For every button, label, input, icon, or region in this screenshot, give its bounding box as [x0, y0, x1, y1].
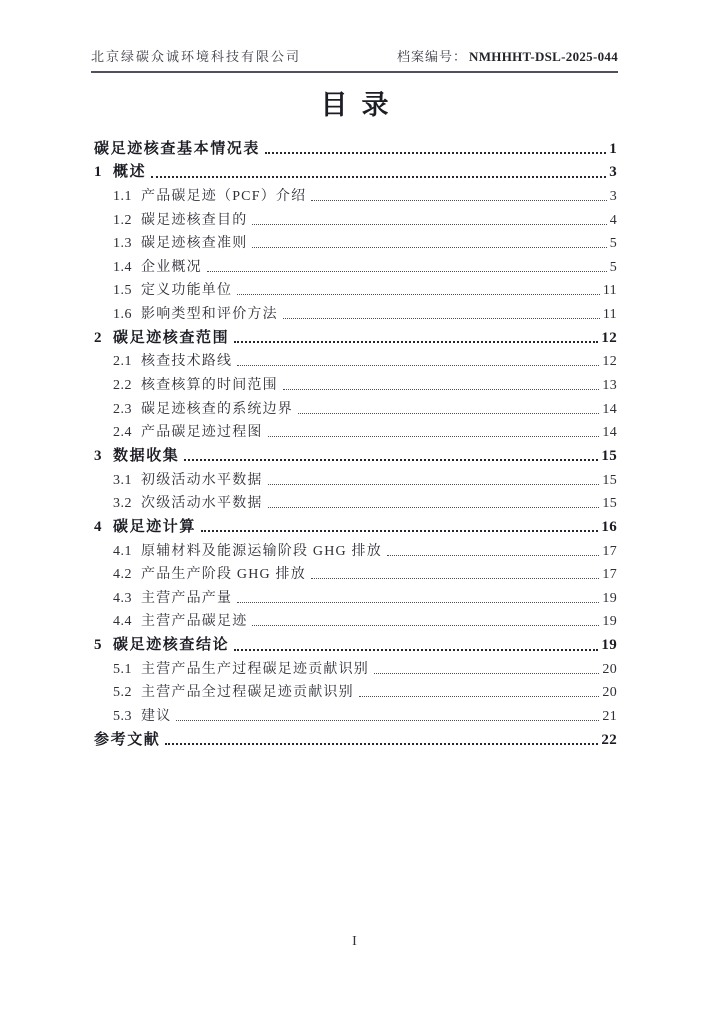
toc-entry[interactable] — [94, 252, 617, 276]
toc-entry-label: 初级活动水平数据 — [141, 472, 263, 488]
toc-entry[interactable] — [94, 489, 617, 513]
toc-entry-label: 参考文献 — [94, 731, 161, 748]
toc-entry-page: 17 — [602, 543, 617, 559]
toc-entry-label: 碳足迹核查结论 — [113, 637, 230, 654]
toc-entry-page: 11 — [602, 283, 617, 299]
toc-entry-page: 21 — [602, 709, 617, 725]
toc-entry-number: 5.1 — [113, 661, 132, 677]
toc-entry[interactable] — [94, 560, 617, 584]
toc-entry-page: 13 — [602, 378, 617, 394]
toc-leader-dots — [283, 318, 600, 319]
toc-entry-page: 16 — [601, 518, 617, 535]
toc-entry-label: 影响类型和评价方法 — [141, 307, 278, 323]
toc-leader-dots — [298, 413, 599, 414]
toc-leader-dots — [184, 459, 598, 461]
page-footer — [91, 934, 618, 950]
file-number-value: NMHHHT-DSL-2025-044 — [469, 49, 618, 64]
toc-leader-dots — [207, 271, 607, 272]
toc-entry[interactable] — [94, 441, 617, 465]
toc-entry-page: 5 — [609, 259, 617, 275]
toc-entry[interactable] — [94, 678, 617, 702]
toc-leader-dots — [265, 152, 606, 154]
file-number-field — [397, 46, 618, 65]
toc-entry-label: 数据收集 — [113, 447, 180, 464]
toc-entry-label: 主营产品全过程碳足迹贡献识别 — [141, 685, 354, 701]
toc-entry-label: 碳足迹核查基本情况表 — [94, 140, 261, 157]
toc-entry-label: 企业概况 — [141, 259, 202, 275]
toc-entry[interactable] — [94, 158, 617, 182]
toc-entry-page: 15 — [601, 447, 617, 464]
toc-entry-label: 产品碳足迹（PCF）介绍 — [141, 188, 307, 204]
toc-leader-dots — [268, 436, 600, 437]
page-title: 目录 — [320, 90, 403, 120]
toc-entry[interactable] — [94, 630, 617, 654]
toc-entry[interactable] — [94, 370, 617, 394]
toc-leader-dots — [283, 389, 600, 390]
toc-entry-label: 碳足迹计算 — [113, 518, 197, 535]
toc-entry-number: 4 — [94, 518, 102, 535]
toc-entry-page: 15 — [602, 472, 617, 488]
toc-entry[interactable] — [94, 229, 617, 253]
toc-leader-dots — [234, 649, 598, 651]
toc-leader-dots — [237, 365, 599, 366]
toc-entry-label: 碳足迹核查的系统边界 — [141, 401, 293, 417]
toc-entry-number: 4.4 — [113, 614, 132, 630]
toc-entry[interactable] — [94, 725, 617, 749]
toc-entry-number: 5.2 — [113, 685, 132, 701]
company-name: 北京绿碳众诚环境科技有限公司 — [91, 49, 302, 64]
toc-entry[interactable] — [94, 536, 617, 560]
toc-entry-page: 12 — [601, 329, 617, 346]
toc-entry-page: 22 — [601, 731, 617, 748]
table-of-contents — [94, 134, 617, 749]
toc-entry-number: 2.1 — [113, 354, 132, 370]
toc-entry-page: 1 — [609, 140, 617, 157]
toc-entry-page: 20 — [602, 685, 617, 701]
toc-leader-dots — [234, 341, 598, 343]
toc-leader-dots — [151, 176, 606, 178]
toc-entry-page: 14 — [602, 401, 617, 417]
toc-leader-dots — [201, 530, 598, 532]
toc-entry-number: 3 — [94, 447, 102, 464]
toc-entry-label: 主营产品碳足迹 — [141, 614, 248, 630]
toc-entry-page: 19 — [602, 614, 617, 630]
toc-entry-number: 1.4 — [113, 259, 132, 275]
toc-entry[interactable] — [94, 583, 617, 607]
toc-entry[interactable] — [94, 394, 617, 418]
toc-entry-label: 概述 — [113, 164, 147, 181]
toc-entry-page: 20 — [602, 661, 617, 677]
toc-leader-dots — [252, 247, 606, 248]
toc-entry[interactable] — [94, 654, 617, 678]
toc-entry[interactable] — [94, 701, 617, 725]
toc-entry[interactable] — [94, 276, 617, 300]
toc-entry-label: 主营产品生产过程碳足迹贡献识别 — [141, 661, 369, 677]
toc-leader-dots — [311, 578, 599, 579]
toc-entry-number: 2.3 — [113, 401, 132, 417]
toc-leader-dots — [176, 720, 599, 721]
toc-entry-label: 建议 — [141, 709, 172, 725]
toc-entry-number: 4.3 — [113, 590, 132, 606]
toc-leader-dots — [387, 555, 599, 556]
toc-entry-number: 1.2 — [113, 212, 132, 228]
toc-entry-page: 15 — [602, 496, 617, 512]
toc-leader-dots — [359, 696, 600, 697]
toc-entry[interactable] — [94, 299, 617, 323]
toc-leader-dots — [252, 224, 606, 225]
toc-entry-label: 定义功能单位 — [141, 283, 233, 299]
toc-entry-page: 11 — [602, 307, 617, 323]
toc-entry[interactable] — [94, 347, 617, 371]
toc-entry-number: 4.1 — [113, 543, 132, 559]
toc-entry-label: 主营产品产量 — [141, 590, 233, 606]
toc-entry-number: 3.2 — [113, 496, 132, 512]
toc-entry-number: 1 — [94, 164, 102, 181]
toc-entry[interactable] — [94, 418, 617, 442]
toc-entry-page: 14 — [602, 425, 617, 441]
toc-entry-page: 3 — [609, 188, 617, 204]
toc-leader-dots — [237, 602, 599, 603]
toc-entry[interactable] — [94, 465, 617, 489]
toc-leader-dots — [311, 200, 606, 201]
toc-entry-number: 3.1 — [113, 472, 132, 488]
toc-entry-number: 1.5 — [113, 283, 132, 299]
toc-leader-dots — [374, 673, 599, 674]
toc-entry-number: 4.2 — [113, 567, 132, 583]
toc-entry-label: 次级活动水平数据 — [141, 496, 263, 512]
page-header — [91, 46, 618, 73]
toc-entry[interactable] — [94, 323, 617, 347]
toc-entry[interactable] — [94, 134, 617, 158]
toc-entry-page: 19 — [601, 637, 617, 654]
toc-entry-number: 1.3 — [113, 236, 132, 252]
toc-entry-label: 核查技术路线 — [141, 354, 233, 370]
toc-entry[interactable] — [94, 512, 617, 536]
toc-entry-number: 1.6 — [113, 307, 132, 323]
toc-entry-page: 3 — [609, 164, 617, 181]
toc-entry-label: 产品碳足迹过程图 — [141, 425, 263, 441]
toc-entry-label: 原辅材料及能源运输阶段 GHG 排放 — [141, 543, 382, 559]
file-number-label: 档案编号： — [397, 49, 468, 64]
toc-leader-dots — [237, 294, 600, 295]
toc-entry-page: 5 — [609, 236, 617, 252]
toc-entry[interactable] — [94, 205, 617, 229]
toc-entry-page: 19 — [602, 590, 617, 606]
page-number: I — [352, 934, 357, 949]
toc-entry-label: 产品生产阶段 GHG 排放 — [141, 567, 306, 583]
toc-entry-number: 2.4 — [113, 425, 132, 441]
toc-entry-number: 2 — [94, 329, 102, 346]
toc-entry-number: 1.1 — [113, 188, 132, 204]
toc-entry-page: 17 — [602, 567, 617, 583]
toc-leader-dots — [252, 625, 599, 626]
toc-entry-label: 碳足迹核查准则 — [141, 236, 248, 252]
toc-entry-label: 碳足迹核查范围 — [113, 329, 230, 346]
toc-leader-dots — [165, 743, 598, 745]
toc-entry-number: 5.3 — [113, 709, 132, 725]
toc-entry-label: 核查核算的时间范围 — [141, 378, 278, 394]
toc-entry-page: 12 — [602, 354, 617, 370]
toc-leader-dots — [268, 507, 600, 508]
toc-entry[interactable] — [94, 181, 617, 205]
toc-entry-number: 5 — [94, 637, 102, 654]
toc-entry-number: 2.2 — [113, 378, 132, 394]
toc-entry-label: 碳足迹核查目的 — [141, 212, 248, 228]
toc-entry[interactable] — [94, 607, 617, 631]
toc-entry-page: 4 — [609, 212, 617, 228]
toc-leader-dots — [268, 484, 600, 485]
